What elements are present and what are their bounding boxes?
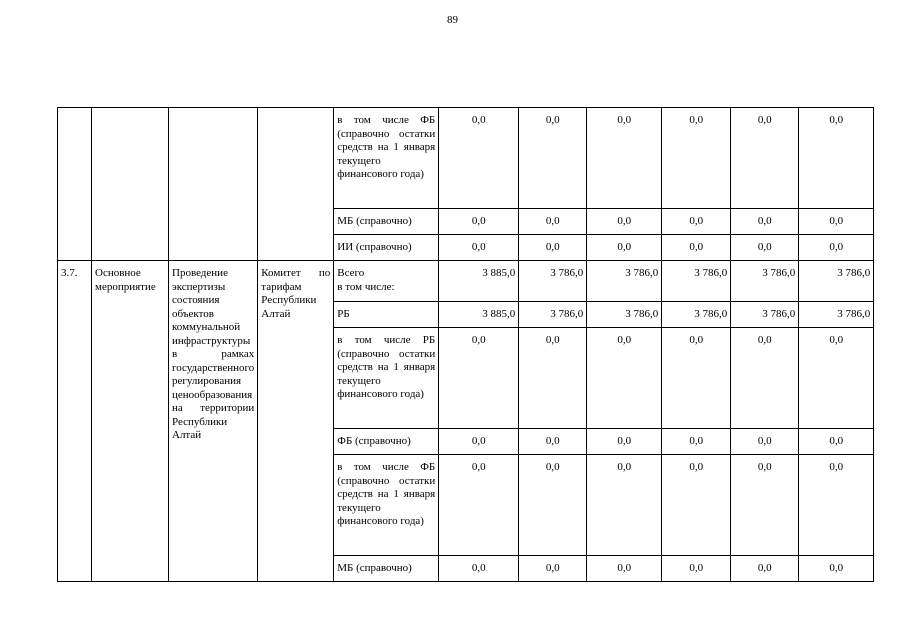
value-cell: 3 786,0	[587, 302, 662, 328]
value-cell: 0,0	[439, 328, 519, 429]
value-cell: 0,0	[731, 455, 799, 556]
value-cell: 0,0	[587, 455, 662, 556]
funding-source-cell: РБ	[334, 302, 439, 328]
value-cell: 0,0	[587, 108, 662, 209]
value-cell: 0,0	[731, 108, 799, 209]
funding-source-cell: в том числе ФБ (справочно остатки средств на 1 января текущего финансового года)	[334, 455, 439, 556]
measure-type: Основное мероприятие	[92, 261, 169, 582]
value-cell: 3 786,0	[731, 261, 799, 302]
value-cell: 0,0	[587, 429, 662, 455]
value-cell: 0,0	[731, 235, 799, 261]
value-cell: 0,0	[731, 209, 799, 235]
value-cell: 0,0	[799, 429, 874, 455]
value-cell: 0,0	[587, 556, 662, 582]
value-cell: 0,0	[519, 235, 587, 261]
value-cell: 0,0	[799, 235, 874, 261]
value-cell: 0,0	[439, 108, 519, 209]
type-cell-empty	[92, 108, 169, 261]
value-cell: 3 786,0	[799, 261, 874, 302]
measure-executor: Комитет по тарифам Республики Алтай	[258, 261, 334, 582]
value-cell: 3 786,0	[519, 302, 587, 328]
value-cell: 3 885,0	[439, 261, 519, 302]
number-cell-empty	[58, 108, 92, 261]
executor-cell-empty	[258, 108, 334, 261]
value-cell: 0,0	[799, 556, 874, 582]
value-cell: 0,0	[662, 328, 731, 429]
value-cell: 0,0	[662, 429, 731, 455]
funding-source-cell: в том числе ФБ (справочно остатки средств на 1 января текущего финансового года)	[334, 108, 439, 209]
value-cell: 3 786,0	[587, 261, 662, 302]
value-cell: 0,0	[799, 108, 874, 209]
value-cell: 3 786,0	[519, 261, 587, 302]
value-cell: 0,0	[519, 429, 587, 455]
value-cell: 0,0	[662, 209, 731, 235]
value-cell: 0,0	[587, 328, 662, 429]
funding-source-cell: Всего в том числе:	[334, 261, 439, 302]
measure-name: Проведение экспертизы состояния объектов коммунальной инфраструктуры в рамках государственного регулирования ценообразования на территории Республики Алтай	[169, 261, 258, 582]
value-cell: 0,0	[662, 455, 731, 556]
page-number: 89	[447, 14, 458, 26]
value-cell: 0,0	[519, 108, 587, 209]
value-cell: 3 786,0	[799, 302, 874, 328]
value-cell: 3 786,0	[662, 302, 731, 328]
value-cell: 0,0	[439, 429, 519, 455]
value-cell: 0,0	[799, 455, 874, 556]
measure-number: 3.7.	[58, 261, 92, 582]
value-cell: 0,0	[519, 455, 587, 556]
value-cell: 0,0	[519, 209, 587, 235]
funding-source-cell: ИИ (справочно)	[334, 235, 439, 261]
value-cell: 0,0	[519, 556, 587, 582]
funding-source-cell: в том числе РБ (справочно остатки средств на 1 января текущего финансового года)	[334, 328, 439, 429]
value-cell: 0,0	[662, 108, 731, 209]
value-cell: 3 885,0	[439, 302, 519, 328]
value-cell: 3 786,0	[662, 261, 731, 302]
value-cell: 0,0	[439, 235, 519, 261]
value-cell: 0,0	[799, 328, 874, 429]
value-cell: 0,0	[519, 328, 587, 429]
value-cell: 0,0	[799, 209, 874, 235]
value-cell: 0,0	[439, 556, 519, 582]
value-cell: 0,0	[731, 328, 799, 429]
value-cell: 0,0	[439, 455, 519, 556]
funding-source-cell: МБ (справочно)	[334, 556, 439, 582]
value-cell: 0,0	[731, 429, 799, 455]
value-cell: 0,0	[731, 556, 799, 582]
name-cell-empty	[169, 108, 258, 261]
funding-source-cell: МБ (справочно)	[334, 209, 439, 235]
funding-source-cell: ФБ (справочно)	[334, 429, 439, 455]
table-row	[58, 108, 874, 209]
value-cell: 3 786,0	[731, 302, 799, 328]
table-row	[58, 261, 874, 302]
value-cell: 0,0	[662, 556, 731, 582]
value-cell: 0,0	[587, 235, 662, 261]
value-cell: 0,0	[587, 209, 662, 235]
value-cell: 0,0	[439, 209, 519, 235]
value-cell: 0,0	[662, 235, 731, 261]
budget-table	[57, 107, 874, 582]
